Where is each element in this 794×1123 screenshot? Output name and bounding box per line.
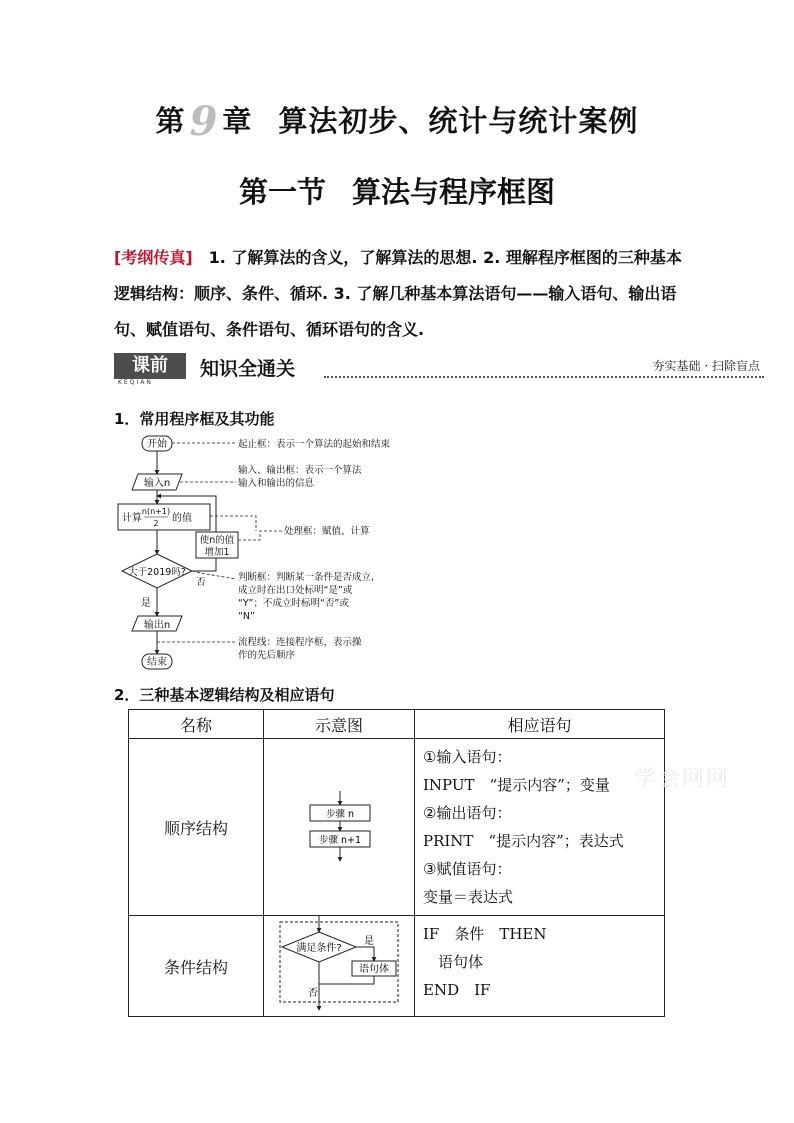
note-decision-line4: “N” (238, 611, 255, 622)
section-label: 第一节 (238, 175, 326, 209)
flow-frac-den: 2 (153, 519, 159, 528)
chapter-number: 9 (189, 98, 219, 145)
note-terminal: 起止框：表示一个算法的起始和结束 (238, 439, 391, 450)
banner-divider (324, 376, 764, 378)
section-name: 算法与程序框图 (352, 175, 556, 209)
note-io-line2: 输入和输出的信息 (238, 478, 315, 489)
cond-yes: 是 (364, 936, 374, 947)
sequence-diagram-cell (264, 739, 415, 916)
cond-question: 满足条件? (296, 943, 342, 954)
chapter-prefix: 第 (155, 104, 186, 138)
flow-decision-label: 大于2019吗? (128, 567, 186, 578)
table-header-statement: 相应语句 (415, 710, 665, 739)
note-decision-line1: 判断框：判断某一条件是否成立, (238, 572, 375, 583)
banner-pill: 课前 (114, 353, 186, 379)
statement-line: 变量＝表达式 (423, 888, 514, 906)
flow-yes-label: 是 (141, 598, 151, 609)
flow-update-line2: 增加1 (204, 547, 230, 558)
row-name-conditional: 条件结构 (129, 916, 264, 1017)
seq-step1: 步骤 n (325, 809, 355, 820)
chapter-title (0, 98, 794, 145)
flow-input-label: 输入n (143, 478, 171, 489)
statement-line: END IF (423, 981, 491, 999)
statement-line: 语句体 (423, 953, 484, 971)
flow-end-label: 结束 (147, 657, 167, 668)
watermark: 学会网网 (634, 767, 731, 792)
flow-output-label: 输出n (143, 620, 171, 631)
banner-tagline: 夯实基础 · 扫除盲点 (647, 357, 760, 374)
flow-start-label: 开始 (147, 439, 167, 450)
conditional-diagram-cell (264, 916, 415, 1017)
section2-title: 2．三种基本逻辑结构及相应语句 (114, 686, 335, 704)
syllabus-outline (114, 240, 684, 348)
note-decision-line2: 成立时在出口处标明“是”或 (238, 585, 353, 596)
note-flowline-line1: 流程线：连接程序框，表示操 (238, 637, 362, 648)
flow-process-label-b: 的值 (172, 513, 192, 524)
conditional-statements (415, 916, 665, 1017)
section-banner (114, 353, 764, 385)
table-header-diagram: 示意图 (264, 710, 415, 739)
statement-line: ③赋值语句： (423, 860, 512, 878)
cond-body: 语句体 (359, 964, 389, 975)
note-process: 处理框：赋值、计算 (284, 526, 370, 537)
flow-update-line1: 使n的值 (199, 535, 235, 546)
statement-line: ②输出语句： (423, 804, 512, 822)
statement-line: PRINT “提示内容”；表达式 (423, 832, 624, 850)
note-io-line1: 输入、输出框：表示一个算法 (238, 465, 362, 476)
outline-text: 1. 了解算法的含义，了解算法的思想. 2. 理解程序框图的三种基本逻辑结构：顺序、条件、循环. 3. 了解几种基本算法语句——输入语句、输出语句、赋值语句、条件语句、循环语句的含义. (114, 248, 682, 339)
table-row (129, 739, 665, 916)
row-name-sequence: 顺序结构 (129, 739, 264, 916)
section1-title: 1．常用程序框及其功能 (114, 410, 275, 428)
note-flowline-line2: 作的先后顺序 (238, 650, 296, 661)
chapter-name: 算法初步、统计与统计案例 (278, 104, 639, 138)
table-row (129, 916, 665, 1017)
flow-frac-num: n(n+1) (141, 507, 171, 516)
flow-process-label-a: 计算 (122, 513, 142, 524)
table-header-row (129, 710, 665, 739)
sequence-statements (415, 739, 665, 916)
chapter-suffix: 章 (222, 104, 253, 138)
flow-no-label: 否 (196, 577, 206, 588)
note-decision-line3: “Y”；不成立时标明“否”或 (238, 598, 349, 609)
table-header-name: 名称 (129, 710, 264, 739)
cond-no: 否 (308, 988, 318, 999)
outline-tag: [考纲传真] (114, 248, 193, 267)
banner-pill-sub: KEQIAN (118, 379, 153, 386)
flowchart-diagram (110, 430, 410, 680)
statement-line: IF 条件 THEN (423, 925, 547, 943)
conditional-diagram (264, 916, 414, 1012)
seq-step2: 步骤 n+1 (318, 835, 362, 846)
statement-line: INPUT “提示内容”；变量 (423, 776, 610, 794)
statement-line: ①输入语句： (423, 748, 512, 766)
section-title (0, 170, 794, 211)
sequence-diagram (264, 745, 414, 905)
banner-heading: 知识全通关 (200, 358, 296, 380)
logic-structures-table (128, 709, 665, 1017)
